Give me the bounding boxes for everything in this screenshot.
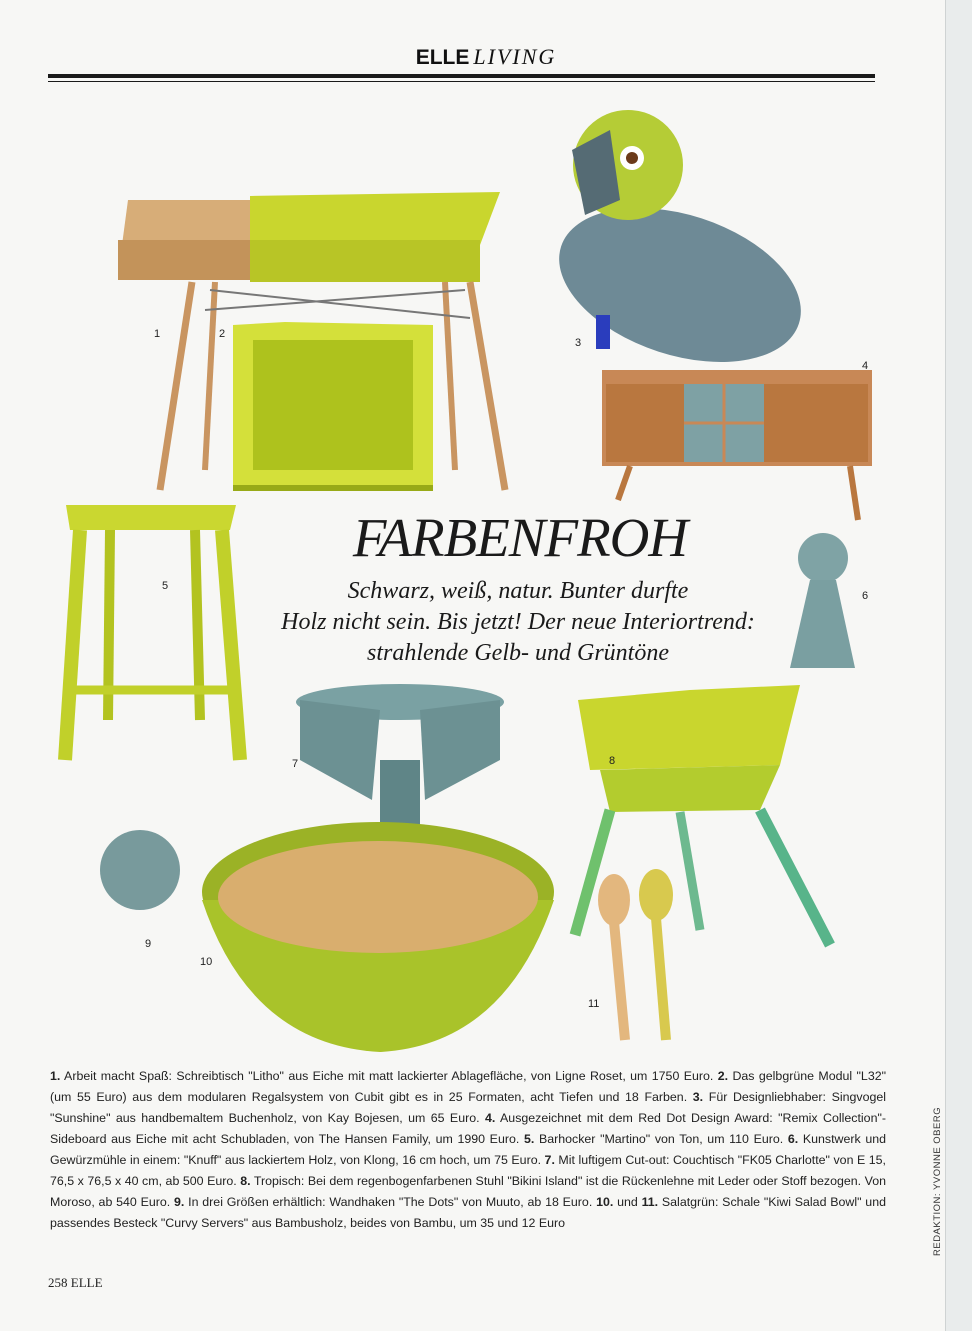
caption-body: und	[613, 1195, 642, 1209]
subheadline	[268, 576, 768, 669]
item-number: 10	[200, 956, 213, 968]
editorial-credit: REDAKTION: YVONNE OBERG	[932, 1106, 943, 1256]
caption-body: Für Designliebhaber: Singvogel "Sunshine" aus handbemaltem Buchenholz, von Kay Bojesen, um 65 Euro.	[50, 1090, 887, 1125]
caption-text	[50, 1066, 886, 1234]
page-number: 258 ELLE	[48, 1275, 103, 1290]
knuff-grinder-illustration	[790, 533, 855, 668]
bird-figure-illustration	[539, 110, 820, 390]
wall-hook-illustration	[100, 830, 180, 910]
caption-body: Mit luftigem Cut-out: Couchtisch "FK05 Charlotte" von E 15, 76,5 x 76,5 x 40 cm, ab 500 Euro.	[50, 1153, 886, 1188]
caption-num: 2.	[717, 1069, 729, 1083]
item-number: 7	[292, 758, 299, 770]
caption-num: 3.	[692, 1090, 704, 1104]
caption-num: 1.	[50, 1069, 61, 1083]
item-number: 9	[145, 938, 152, 950]
subhead-line: strahlende Gelb- und Grüntöne	[367, 640, 669, 666]
item-number: 6	[862, 590, 869, 602]
headline: FARBENFROH	[352, 507, 688, 568]
cube-shelf-illustration	[233, 322, 433, 491]
header-brand: ELLE	[415, 46, 470, 69]
caption-num: 7.	[544, 1153, 555, 1167]
caption-num: 5.	[523, 1132, 535, 1146]
caption-body: Barhocker "Martino" von Ton, um 110 Euro.	[534, 1132, 788, 1146]
salad-bowl-illustration	[202, 822, 554, 1052]
caption-num: 11.	[641, 1195, 659, 1209]
caption-num: 9.	[174, 1195, 185, 1209]
sideboard-illustration	[602, 370, 872, 520]
item-number: 3	[575, 337, 582, 349]
caption-body: Salatgrün: Schale "Kiwi Salad Bowl" und passendes Besteck "Curvy Servers" aus Bambusholz, beides von Bambu, um 35 und 12 Euro	[50, 1195, 886, 1230]
item-number: 1	[154, 328, 161, 340]
item-number: 11	[588, 998, 600, 1010]
caption-num: 6.	[787, 1132, 799, 1146]
caption-num: 10.	[596, 1195, 614, 1209]
caption-body: Kunstwerk und Gewürzmühle in einem: "Knuff" aus lackiertem Holz, von Klong, 16 cm hoch, um 75 Euro.	[50, 1132, 886, 1167]
subhead-line: Holz nicht sein. Bis jetzt! Der neue Interiortrend:	[281, 609, 755, 635]
caption-body: Das gelbgrüne Modul "L32" (um 55 Euro) aus dem modularen Regalsystem von Cubit gibt es in 25 Formaten, acht Tiefen und 18 Farben.	[50, 1069, 887, 1104]
caption-body: Arbeit macht Spaß: Schreibtisch "Litho" aus Eiche mit matt lackierter Ablagefläche, von Ligne Roset, um 1750 Euro.	[60, 1069, 718, 1083]
item-number: 4	[862, 360, 869, 372]
caption-body: Tropisch: Bei dem regenbogenfarbenen Stuhl "Bikini Island" ist die Rückenlehne mit Leder oder Stoff bezogen. Von Moroso, ab 540 Euro.	[50, 1174, 886, 1209]
caption-num: 8.	[240, 1174, 251, 1188]
servers-illustration	[598, 869, 673, 1040]
item-number: 5	[162, 580, 169, 592]
caption-num: 4.	[484, 1111, 496, 1125]
item-number: 2	[219, 328, 226, 340]
item-number: 8	[609, 755, 616, 767]
caption-body: Ausgezeichnet mit dem Red Dot Design Award: "Remix Collection"-Sideboard aus Eiche mit acht Schubladen, von The Hansen Family, um 1990 Euro.	[50, 1111, 886, 1146]
bar-stool-illustration	[65, 505, 240, 760]
caption-body: In drei Größen erhältlich: Wandhaken "The Dots" von Muuto, ab 18 Euro.	[184, 1195, 597, 1209]
subhead-line: Schwarz, weiß, natur. Bunter durfte	[347, 578, 689, 604]
header-section: LIVING	[473, 44, 557, 69]
